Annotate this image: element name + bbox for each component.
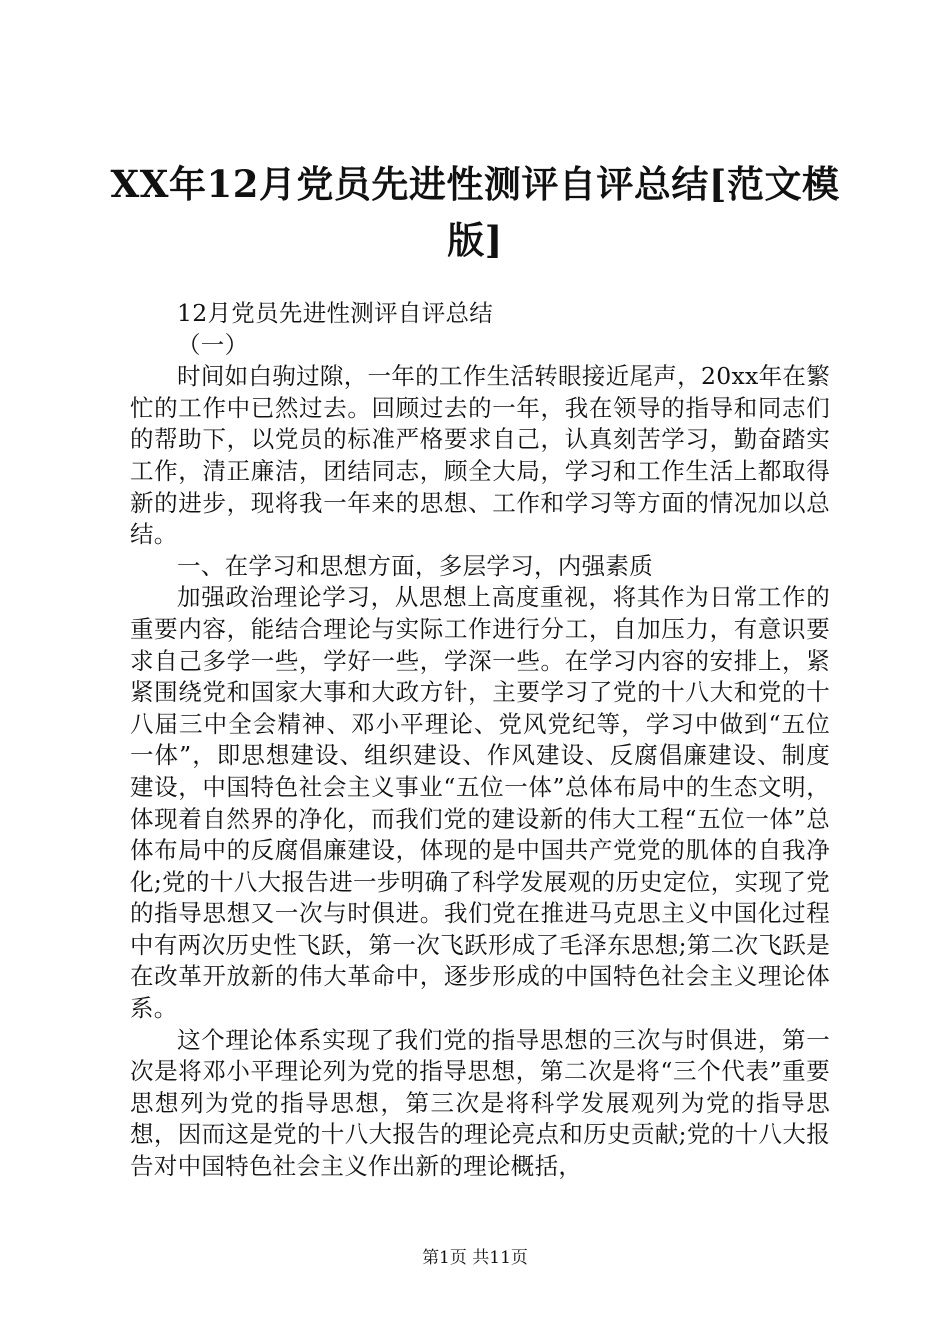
document-body	[130, 298, 830, 1183]
document-title: XX年12月党员先进性测评自评总结[范文模版]	[110, 162, 840, 262]
paragraph-section-marker: （一）	[177, 330, 249, 359]
document-subtitle: 12月党员先进性测评自评总结	[177, 299, 494, 327]
paragraph-study: 加强政治理论学习，从思想上高度重视，将其作为日常工作的重要内容，能结合理论与实际工作进行分工，自加压力，有意识要求自己多学一些，学好一些，学深一些。在学习内容的安排上，紧紧围绕党和国家大事和大政方针，主要学习了党的十八大和党的十八届三中全会精神、邓小平理论、党风党纪等，学习中做到“五位一体”，即思想建设、组织建设、作风建设、反腐倡廉建设、制度建设，中国特色社会主义事业“五位一体”总体布局中的生态文明，体现着自然界的净化，而我们党的建设新的伟大工程“五位一体”总体布局中的反腐倡廉建设，体现的是中国共产党党的肌体的自我净化;党的十八大报告进一步明确了科学发展观的历史定位，实现了党的指导思想又一次与时俱进。我们党在推进马克思主义中国化过程中有两次历史性飞跃，第一次飞跃形成了毛泽东思想;第二次飞跃是在改革开放新的伟大革命中，逐步形成的中国特色社会主义理论体系。	[130, 583, 830, 1023]
paragraph-theory: 这个理论体系实现了我们党的指导思想的三次与时俱进，第一次是将邓小平理论列为党的指导思想，第二次是将“三个代表”重要思想列为党的指导思想，第三次是将科学发展观列为党的指导思想，因而这是党的十八大报告的理论亮点和历史贡献;党的十八大报告对中国特色社会主义作出新的理论概括，	[130, 1025, 830, 1181]
section-heading: 一、在学习和思想方面，多层学习，内强素质	[177, 551, 653, 580]
page-number: 第1页 共11页	[422, 1248, 528, 1268]
paragraph-intro: 时间如白驹过隙，一年的工作生活转眼接近尾声，20xx年在繁忙的工作中已然过去。回顾过去的一年，我在领导的指导和同志们的帮助下，以党员的标准严格要求自己，认真刻苦学习，勤奋踏实工作，清正廉洁，团结同志，顾全大局，学习和工作生活上都取得新的进步，现将我一年来的思想、工作和学习等方面的情况加以总结。	[130, 362, 830, 549]
